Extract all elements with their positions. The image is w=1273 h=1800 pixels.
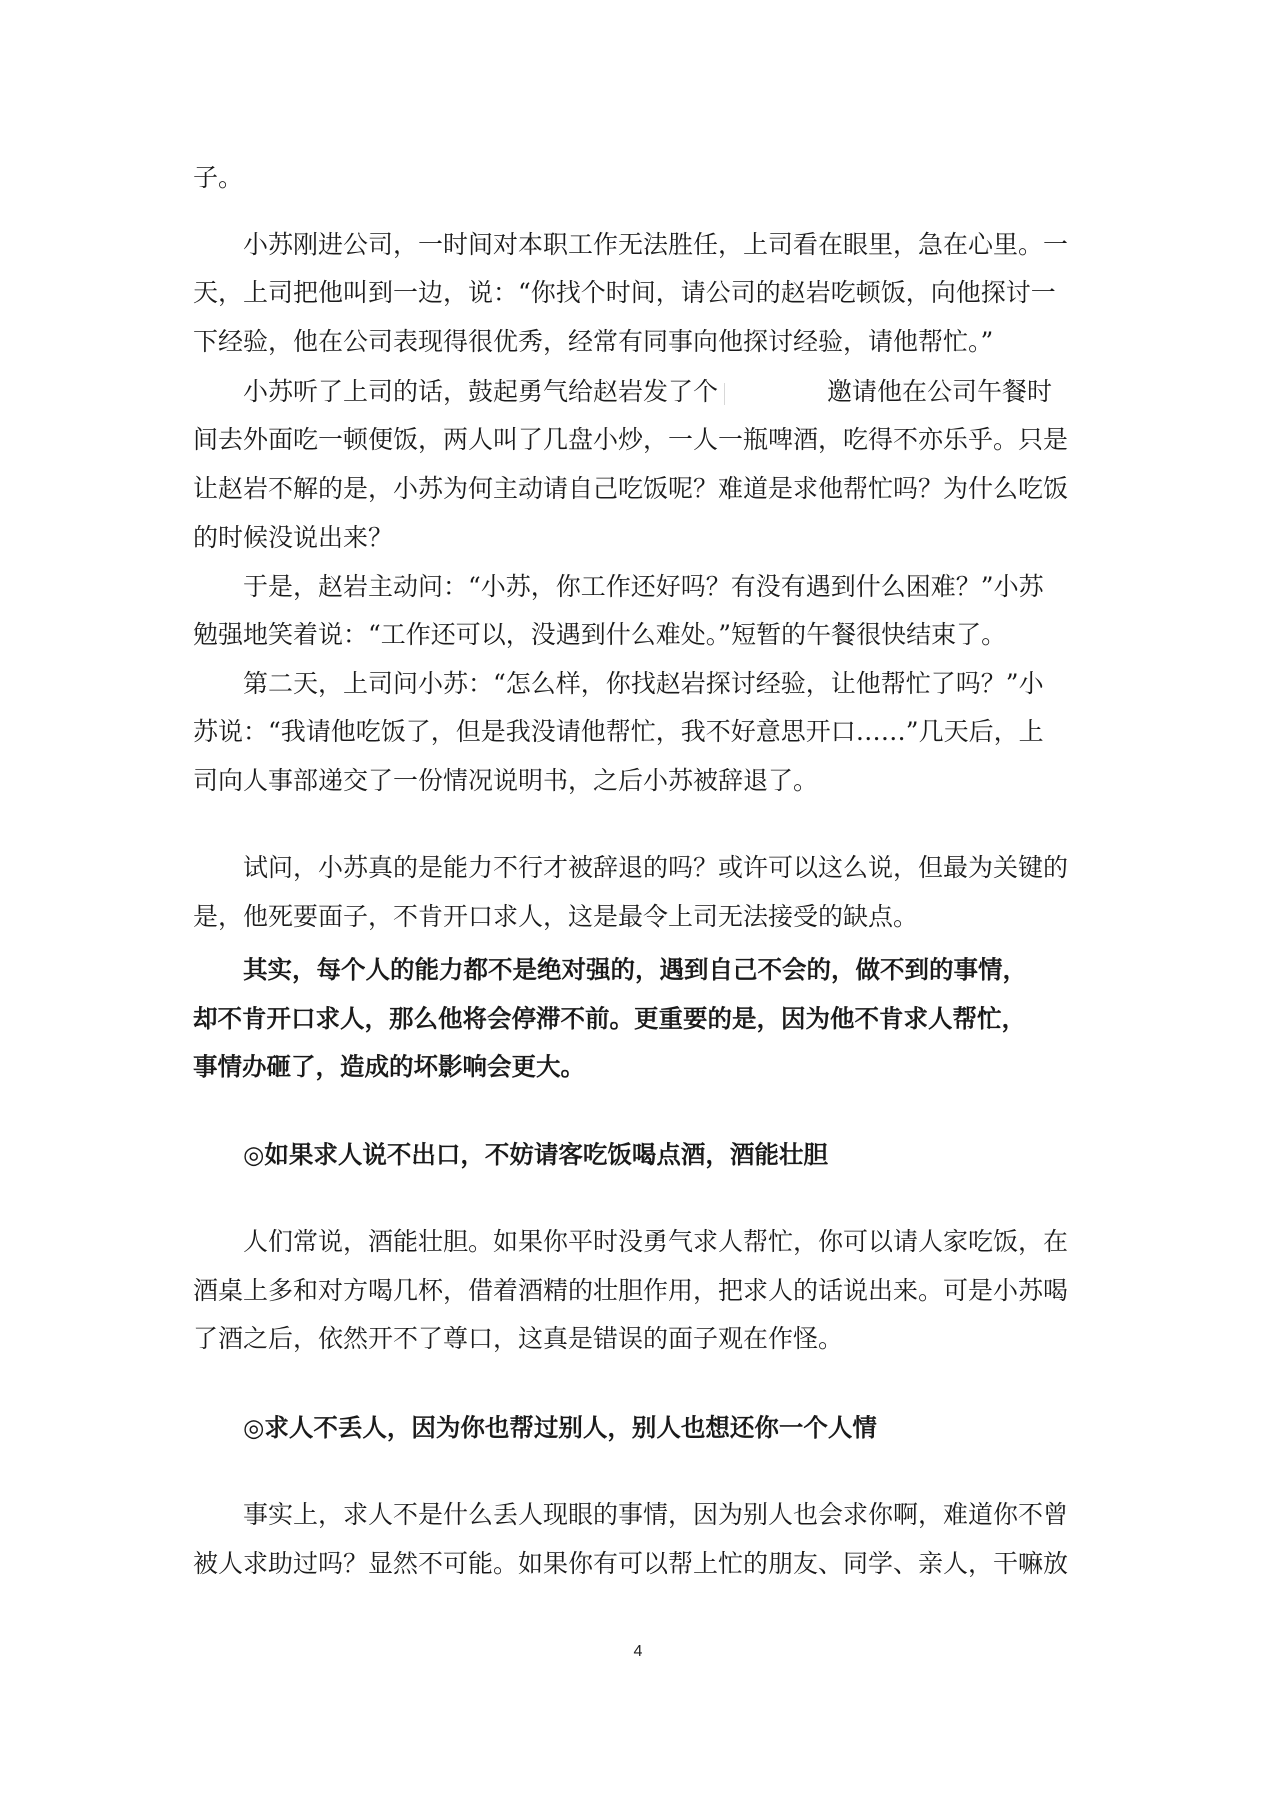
bold-paragraph-line: 事情办砸了，造成的坏影响会更大。 — [193, 1052, 585, 1081]
paragraph-line: 于是，赵岩主动问：“小苏，你工作还好吗？有没有遇到什么困难？”小苏 — [243, 572, 1044, 601]
paragraph-line: 小苏刚进公司，一时间对本职工作无法胜任，上司看在眼里，急在心里。一 — [243, 230, 1069, 259]
paragraph-line: 司向人事部递交了一份情况说明书，之后小苏被辞退了。 — [193, 766, 819, 795]
paragraph-line: 第二天，上司问小苏：“怎么样，你找赵岩探讨经验，让他帮忙了吗？”小 — [243, 669, 1044, 698]
paragraph-line: 试问，小苏真的是能力不行才被辞退的吗？或许可以这么说，但最为关键的 — [243, 853, 1069, 882]
paragraph-line: 人们常说，酒能壮胆。如果你平时没勇气求人帮忙，你可以请人家吃饭，在 — [243, 1227, 1069, 1256]
paragraph-line: 天，上司把他叫到一边，说：“你找个时间，请公司的赵岩吃顿饭，向他探讨一 — [193, 278, 1056, 307]
bold-paragraph-line: 其实，每个人的能力都不是绝对强的，遇到自己不会的，做不到的事情， — [243, 955, 1027, 984]
section-heading: ◎如果求人说不出口，不妨请客吃饭喝点酒，酒能壮胆 — [243, 1140, 828, 1169]
paragraph-line: 让赵岩不解的是，小苏为何主动请自己吃饭呢？难道是求他帮忙吗？为什么吃饭 — [193, 474, 1069, 503]
section-heading: ◎求人不丢人，因为你也帮过别人，别人也想还你一个人情 — [243, 1413, 877, 1442]
document-page — [193, 0, 1083, 1800]
paragraph-line: 子。 — [193, 163, 244, 192]
paragraph-line: 下经验，他在公司表现得很优秀，经常有同事向他探讨经验，请他帮忙。” — [193, 327, 994, 356]
paragraph-line: 间去外面吃一顿便饭，两人叫了几盘小炒，一人一瓶啤酒，吃得不亦乐乎。只是 — [193, 425, 1069, 454]
line-text: 邀请他在公司午餐时 — [827, 377, 1053, 406]
paragraph-line: 的时候没说出来？ — [193, 523, 394, 552]
bold-paragraph-line: 却不肯开口求人，那么他将会停滞不前。更重要的是，因为他不肯求人帮忙， — [193, 1004, 1026, 1033]
paragraph-line: 酒桌上多和对方喝几杯，借着酒精的壮胆作用，把求人的话说出来。可是小苏喝 — [193, 1276, 1069, 1305]
paragraph-line: 了酒之后，依然开不了尊口，这真是错误的面子观在作怪。 — [193, 1324, 844, 1353]
paragraph-line: 被人求助过吗？显然不可能。如果你有可以帮上忙的朋友、同学、亲人，干嘛放 — [193, 1549, 1069, 1578]
paragraph-line — [243, 377, 1052, 407]
paragraph-line: 是，他死要面子，不肯开口求人，这是最令上司无法接受的缺点。 — [193, 902, 919, 931]
paragraph-line: 勉强地笑着说：“工作还可以，没遇到什么难处。”短暂的午餐很快结束了。 — [193, 620, 1007, 649]
line-text: 小苏听了上司的话，鼓起勇气给赵岩发了个 — [243, 377, 719, 406]
paragraph-line: 事实上，求人不是什么丢人现眼的事情，因为别人也会求你啊，难道你不曾 — [243, 1500, 1069, 1529]
paragraph-line: 苏说：“我请他吃饭了，但是我没请他帮忙，我不好意思开口……”几天后，上 — [193, 717, 1044, 746]
redacted-gap — [724, 383, 823, 405]
page-number: 4 — [633, 1643, 643, 1660]
